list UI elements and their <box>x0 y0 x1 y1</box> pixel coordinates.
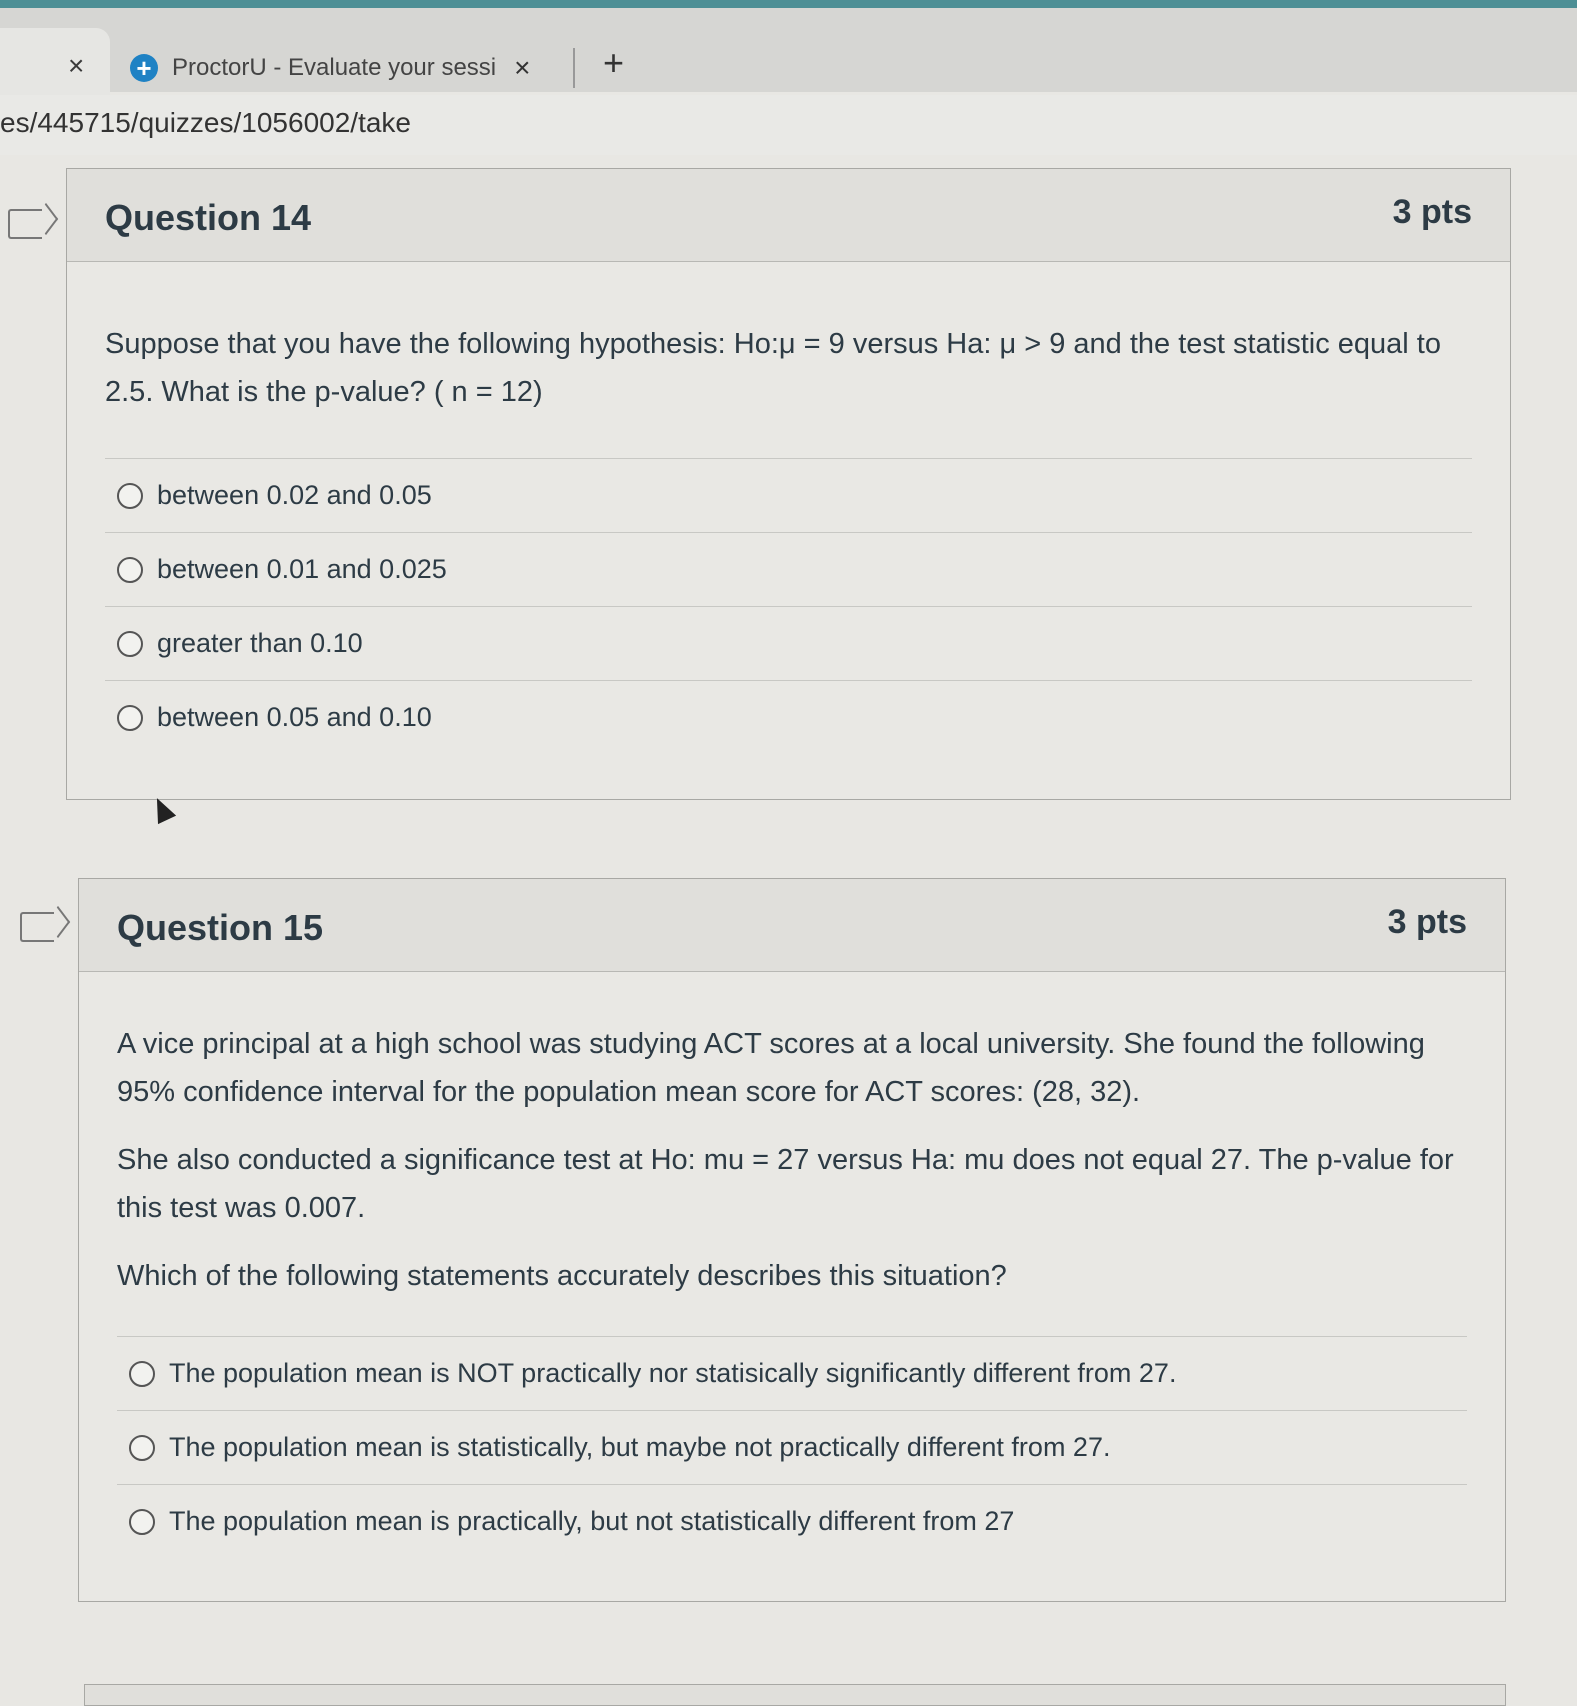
close-icon[interactable]: × <box>514 52 531 83</box>
question-title: Question 14 <box>105 197 312 238</box>
next-question-box <box>84 1684 1506 1706</box>
flag-question-icon[interactable] <box>20 912 54 942</box>
radio-button[interactable] <box>117 557 143 583</box>
tab-bar <box>0 8 1577 92</box>
answer-label: between 0.01 and 0.025 <box>157 554 447 584</box>
question-text: Suppose that you have the following hypothesis: Ho:μ = 9 versus Ha: μ > 9 and the test statistic equal to 2.5. What is the p-value? ( n = 12) <box>105 328 1441 408</box>
question-14 <box>66 168 1511 800</box>
answer-option[interactable] <box>117 1485 1467 1558</box>
radio-button[interactable] <box>117 631 143 657</box>
url-text[interactable]: es/445715/quizzes/1056002/take <box>0 107 411 138</box>
question-text: A vice principal at a high school was studying ACT scores at a local university. She found the following 95% confidence interval for the population mean score for ACT scores: (28, 32). <box>117 1028 1425 1108</box>
question-15 <box>78 878 1506 1602</box>
answer-label: The population mean is statistically, but maybe not practically different from 27. <box>169 1432 1111 1462</box>
radio-button[interactable] <box>129 1435 155 1461</box>
close-icon[interactable]: × <box>68 50 85 81</box>
tab-active[interactable] <box>0 28 110 100</box>
window-top-strip <box>0 0 1577 8</box>
proctoru-favicon-icon: + <box>130 54 158 82</box>
flag-question-icon[interactable] <box>8 209 42 239</box>
radio-button[interactable] <box>117 705 143 731</box>
answer-option[interactable] <box>105 533 1472 607</box>
answer-list <box>117 1336 1467 1558</box>
address-bar[interactable] <box>0 95 1577 155</box>
answer-option[interactable] <box>105 607 1472 681</box>
answer-option[interactable] <box>105 681 1472 754</box>
answer-label: greater than 0.10 <box>157 628 363 658</box>
answer-label: between 0.05 and 0.10 <box>157 702 432 732</box>
question-points: 3 pts <box>1392 193 1472 231</box>
question-points: 3 pts <box>1387 903 1467 941</box>
question-header <box>79 879 1505 972</box>
answer-option[interactable] <box>105 459 1472 533</box>
radio-button[interactable] <box>129 1509 155 1535</box>
tab-proctoru[interactable] <box>130 44 530 92</box>
new-tab-button[interactable]: + <box>603 42 625 83</box>
answer-label: The population mean is practically, but not statistically different from 27 <box>169 1506 1015 1536</box>
answer-option[interactable] <box>117 1411 1467 1485</box>
tab-separator <box>573 48 575 88</box>
question-text: Which of the following statements accurately describes this situation? <box>117 1260 1007 1292</box>
radio-button[interactable] <box>117 483 143 509</box>
answer-list <box>105 458 1472 754</box>
answer-label: between 0.02 and 0.05 <box>157 480 432 510</box>
radio-button[interactable] <box>129 1361 155 1387</box>
question-text: She also conducted a significance test at Ho: mu = 27 versus Ha: mu does not equal 27. The p-value for this test was 0.007. <box>117 1144 1454 1224</box>
answer-option[interactable] <box>117 1337 1467 1411</box>
tab-title: ProctorU - Evaluate your sessi <box>172 54 497 81</box>
answer-label: The population mean is NOT practically nor statisically significantly different from 27. <box>169 1358 1177 1388</box>
question-header <box>67 169 1510 262</box>
question-title: Question 15 <box>117 907 324 948</box>
